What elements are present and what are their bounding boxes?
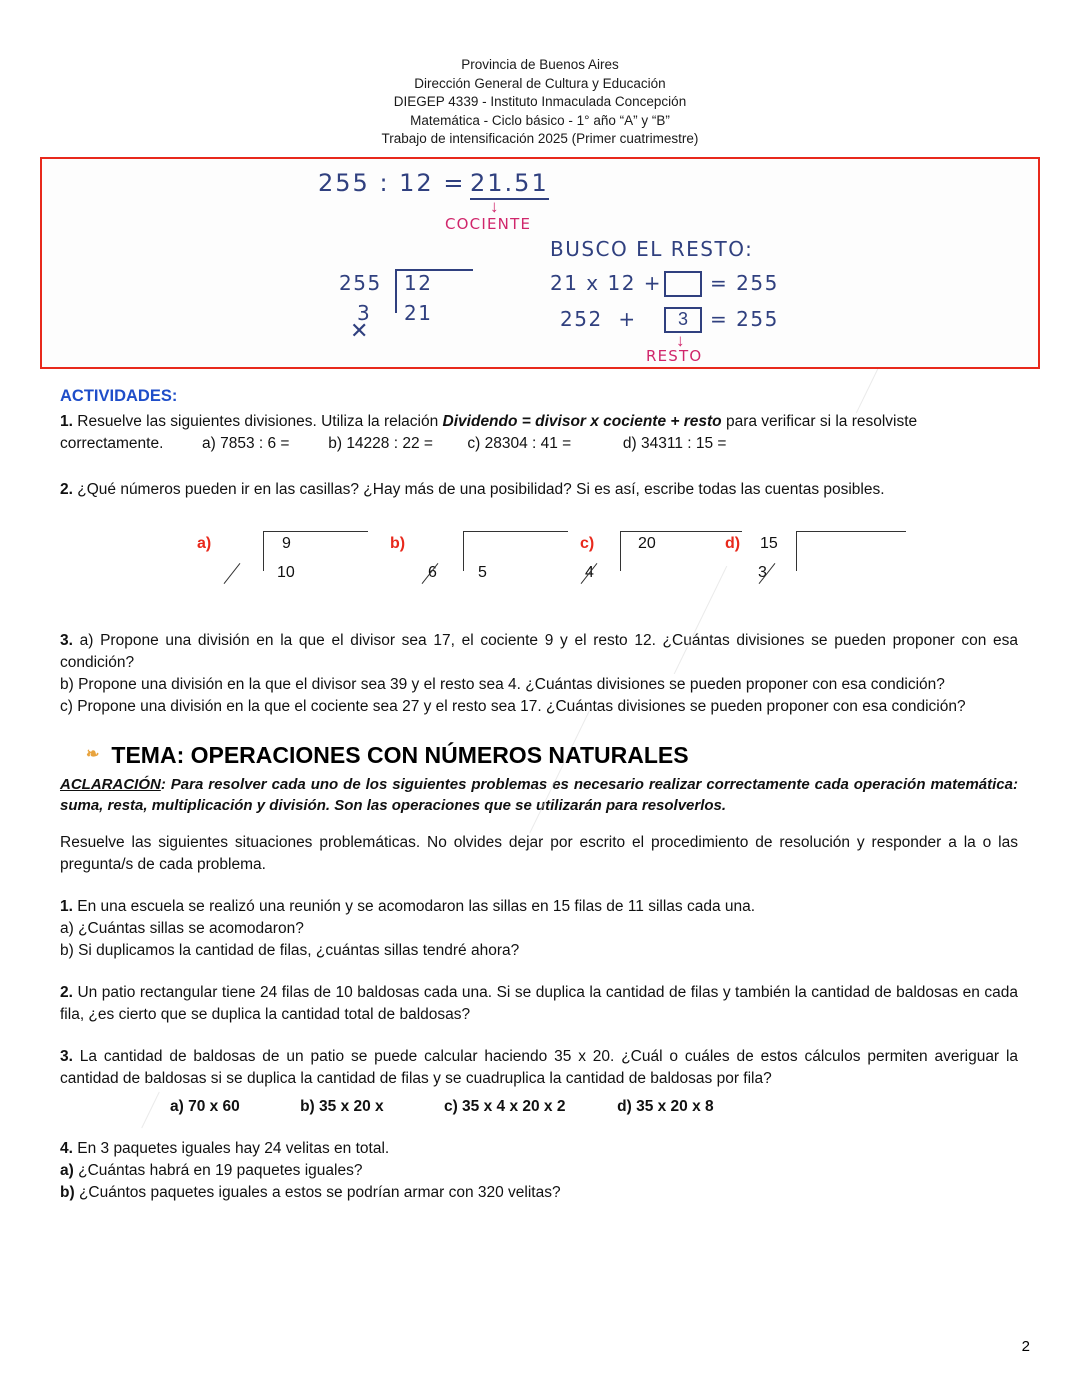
header-line-institute: DIEGEP 4339 - Instituto Inmaculada Concepción xyxy=(393,94,687,109)
problem-4-a-label: a) xyxy=(60,1161,74,1179)
activity-1-emphasis: Dividendo = divisor x cociente + resto xyxy=(442,412,722,430)
activity-1-number: 1. xyxy=(60,412,73,430)
aclaracion-paragraph xyxy=(60,774,1018,816)
diagram-label-b: b) xyxy=(390,534,406,552)
header-line-subject: Matemática - Ciclo básico - 1° año “A” y “B” xyxy=(410,112,670,128)
handwriting-resto-label: RESTO xyxy=(646,346,703,365)
problem-4-b xyxy=(60,1182,1018,1204)
problem-2-text: Un patio rectangular tiene 24 filas de 10 baldosas cada una. Si se duplica la cantidad de filas y también la cantidad de baldosas en cada fila, ¿es cierto que se duplica la cantidad total de baldosas? xyxy=(60,983,1018,1023)
handwriting-remainder: 3 xyxy=(357,300,372,325)
diagram-slash-a xyxy=(224,562,241,583)
bullet-icon: ❧ xyxy=(86,745,100,763)
problem-3 xyxy=(60,1046,1018,1090)
problem-1-a: a) ¿Cuántas sillas se acomodaron? xyxy=(60,919,304,937)
handwritten-example-box xyxy=(40,157,1040,369)
handwriting-check-line1-right: = 255 xyxy=(710,270,779,295)
filled-answer-box: 3 xyxy=(664,307,702,333)
activity-2 xyxy=(60,479,1018,501)
handwriting-quotient: 21 xyxy=(404,300,433,325)
problem-1-text: En una escuela se realizó una reunión y se acomodaron las sillas en 15 filas de 11 sillas cada una. xyxy=(77,897,756,915)
handwriting-check-line2-left: 252 + xyxy=(560,306,637,331)
diagram-quotient-a: 10 xyxy=(277,563,295,581)
activity-3 xyxy=(60,630,1018,674)
document-content xyxy=(0,385,1080,1204)
problem-3-number: 3. xyxy=(60,1047,73,1065)
diagram-label-d: d) xyxy=(725,534,741,552)
activity-3-c: c) Propone una división en la que el cociente sea 27 y el resto sea 17. ¿Cuántas divisiones se pueden proponer con esa condición? xyxy=(60,697,966,715)
header-line-direction: Dirección General de Cultura y Educación xyxy=(414,75,666,91)
activity-3-a: a) Propone una división en la que el divisor sea 17, el cociente 9 y el resto 12. ¿Cuántas divisiones se pueden proponer con esa condición? xyxy=(60,631,1018,671)
activity-1-divisions: a) 7853 : 6 = b) 14228 : 22 = c) 28304 : 41 = d) 34311 : 15 = xyxy=(202,434,727,452)
diagram-divisor-c: 20 xyxy=(638,534,656,552)
arrow-down-icon: ↓ xyxy=(676,330,685,350)
diagram-label-c: c) xyxy=(580,534,595,552)
problem-4 xyxy=(60,1138,1018,1160)
arrow-down-icon: ↓ xyxy=(490,196,499,216)
diagram-dividend-d: 3 xyxy=(758,563,767,581)
aclaracion-label: ACLARACIÓN xyxy=(60,775,161,793)
problem-4-a-text: ¿Cuántas habrá en 19 paquetes iguales? xyxy=(73,1161,363,1179)
activities-title: ACTIVIDADES: xyxy=(60,386,178,405)
problem-1 xyxy=(60,896,1018,918)
problem-2 xyxy=(60,982,1018,1026)
diagram-bracket-d xyxy=(796,531,906,571)
diagram-dividend-b: 6 xyxy=(428,563,437,581)
tema-heading xyxy=(86,741,1018,768)
page-number: 2 xyxy=(1021,1338,1030,1355)
problem-2-number: 2. xyxy=(60,983,73,1001)
problem-4-b-label: b) xyxy=(60,1183,75,1201)
problems-intro: Resuelve las siguientes situaciones problemáticas. No olvides dejar por escrito el procedimiento de resolución y responder a la o las pregunta/s de cada problema. xyxy=(60,833,1018,873)
handwriting-strike-mark: ✕ xyxy=(350,318,369,344)
handwriting-quotient-value: 21.51 xyxy=(470,169,549,200)
problem-4-a xyxy=(60,1160,1018,1182)
handwriting-check-line1-left: 21 x 12 + xyxy=(550,270,663,295)
tema-title: TEMA: OPERACIONES CON NÚMEROS NATURALES xyxy=(111,741,689,768)
problem-1-b: b) Si duplicamos la cantidad de filas, ¿cuántas sillas tendré ahora? xyxy=(60,941,520,959)
activity-1-text-b: para verificar si la resolviste correctamente. xyxy=(60,412,918,452)
activity-3-b: b) Propone una división en la que el divisor sea 39 y el resto sea 4. ¿Cuántas divisiones se pueden proponer con esa condición? xyxy=(60,675,945,693)
activity-2-diagrams xyxy=(60,515,1018,620)
diagram-quotient-b: 5 xyxy=(478,563,487,581)
handwriting-quotient-label: COCIENTE xyxy=(445,214,532,233)
header-line-work: Trabajo de intensificación 2025 (Primer cuatrimestre) xyxy=(381,131,699,146)
activity-2-number: 2. xyxy=(60,480,73,498)
problem-3-text: La cantidad de baldosas de un patio se puede calcular haciendo 35 x 20. ¿Cuál o cuáles de estos cálculos permiten averiguar la cantidad de baldosas si se duplica la cantidad de filas y se cuadruplica la cantidad de baldosas por fila? xyxy=(60,1047,1019,1087)
activity-1-text-a: Resuelve las siguientes divisiones. Utiliza la relación xyxy=(77,412,443,430)
problem-3-options: a) 70 x 60 b) 35 x 20 x c) 35 x 4 x 20 x 2 d) 35 x 20 x 8 xyxy=(170,1097,714,1115)
activity-2-text: ¿Qué números pueden ir en las casillas? ¿Hay más de una posibilidad? Si es así, escribe todas las cuentas posibles. xyxy=(77,480,885,498)
problem-4-b-text: ¿Cuántos paquetes iguales a estos se podrían armar con 320 velitas? xyxy=(74,1183,561,1201)
header-line-province: Provincia de Buenos Aires xyxy=(461,57,619,72)
diagram-divisor-d: 15 xyxy=(760,534,778,552)
empty-answer-box xyxy=(664,271,702,297)
activity-3-number: 3. xyxy=(60,631,73,649)
handwriting-busco-label: BUSCO EL RESTO: xyxy=(550,236,754,261)
handwriting-check-line2-right: = 255 xyxy=(710,306,779,331)
diagram-divisor-a: 9 xyxy=(282,534,291,552)
handwriting-dividend: 255 xyxy=(339,270,382,295)
diagram-dividend-c: 4 xyxy=(585,563,594,581)
document-header xyxy=(0,0,1080,149)
problem-1-number: 1. xyxy=(60,897,73,915)
aclaracion-text: : Para resolver cada uno de los siguientes problemas es necesario realizar correctamente cada operación matemática: suma, resta, multiplicación y división. Son las operaciones que se utilizarán para resolverlos. xyxy=(60,775,1018,814)
diagram-label-a: a) xyxy=(197,534,212,552)
problem-4-number: 4. xyxy=(60,1139,73,1157)
handwriting-divisor: 12 xyxy=(404,270,433,295)
problem-4-text: En 3 paquetes iguales hay 24 velitas en total. xyxy=(77,1139,390,1157)
handwriting-top-operation: 255 : 12 = xyxy=(318,168,466,197)
